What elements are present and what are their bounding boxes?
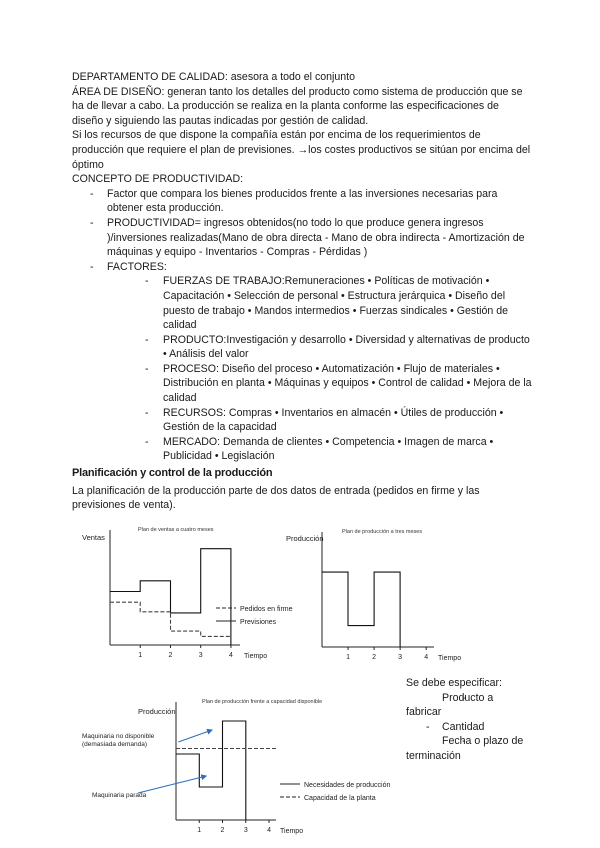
legend-label: Capacidad de la planta — [304, 795, 376, 802]
x-tick-label: 3 — [198, 652, 203, 659]
aside-title: Se debe especificar: — [406, 677, 502, 689]
x-tick-label: 1 — [138, 652, 143, 659]
chart-capacidad — [80, 694, 400, 840]
paragraph-calidad: DEPARTAMENTO DE CALIDAD: asesora a todo el conjunto — [72, 71, 356, 83]
x-axis-label: Tiempo — [280, 828, 304, 835]
x-axis-label: Tiempo — [244, 653, 268, 660]
list-item: - PROCESO: Diseño del proceso • Automatización • Flujo de materiales • Distribución en planta • Máquinas y equipos • Control de calidad • Mejora de la calidad — [145, 362, 532, 406]
body-text — [72, 70, 532, 513]
list-item: - PRODUCTO:Investigación y desarrollo • Diversidad y alternativas de producto • Análisis del valor — [145, 333, 532, 362]
list-item: - PRODUCTIVIDAD= ingresos obtenidos(no todo lo que produce genera ingresos )/inversiones realizadas(Mano de obra directa - Mano de obra indirecta - Amortización de máquinas y equipo - Inventarios - Compras - Pérdidas ) — [90, 216, 532, 260]
x-axis-label: Tiempo — [438, 655, 462, 662]
paragraph-diseno: ÁREA DE DISEÑO: generan tanto los detalles del producto como sistema de producción que se ha de llevar a cabo. La producción se realiza en la planta conforme las especificaciones de diseño y siguiendo las pautas indicadas por gestión de calidad. — [72, 85, 523, 127]
x-tick-label: 3 — [398, 654, 403, 661]
x-tick-label: 2 — [372, 654, 377, 661]
x-tick-label: 2 — [168, 652, 173, 659]
factores-label: FACTORES: — [107, 260, 167, 273]
annotation-arrow — [138, 776, 206, 793]
productividad-list — [72, 187, 532, 464]
x-tick-label: 3 — [243, 827, 248, 834]
y-axis-label: Ventas — [82, 533, 105, 542]
paragraph-recursos: Si los recursos de que dispone la compañía están por encima de los requerimientos de producción que requiere el plan de previsiones. →los costes productivos se sitúan por encima del óptimo — [72, 129, 531, 171]
chart-title: Plan de producción a tres meses — [342, 529, 423, 535]
aside-list — [406, 691, 526, 764]
list-item: - MERCADO: Demanda de clientes • Competencia • Imagen de marca • Publicidad • Legislación — [145, 435, 532, 464]
list-item: - RECURSOS: Compras • Inventarios en almacén • Útiles de producción • Gestión de la capacidad — [145, 406, 532, 435]
series-line — [322, 572, 400, 647]
x-tick-label: 4 — [424, 654, 429, 661]
x-tick-label: 2 — [220, 827, 225, 834]
list-item: - Factor que compara los bienes producidos frente a las inversiones necesarias para obtener esta producción. — [90, 187, 532, 216]
section-heading: Planificación y control de la producción — [72, 467, 273, 480]
paragraph-intro: La planificación de la producción parte de dos datos de entrada (pedidos en firme y las previsiones de venta). — [72, 484, 480, 512]
chart-ventas — [80, 522, 293, 664]
aside-specification — [406, 676, 526, 764]
y-axis-label: Producción — [286, 534, 324, 543]
list-item — [90, 260, 532, 464]
legend-label: Necesidades de producción — [304, 782, 391, 789]
series-line — [176, 721, 246, 820]
list-item: - Fecha o plazo de terminación — [406, 734, 526, 763]
list-item: - FUERZAS DE TRABAJO:Remuneraciones • Políticas de motivación • Capacitación • Selección de personal • Estructura jerárquica • Diseño del puesto de trabajo • Mandos intermedios • Fuerzas sindicales • Gestión de calidad — [145, 274, 532, 332]
list-item: - Producto a fabricar — [406, 691, 526, 720]
legend-label: Previsiones — [240, 619, 277, 626]
x-tick-label: 1 — [346, 654, 350, 661]
annotation-arrow — [178, 730, 212, 742]
x-tick-label: 1 — [197, 827, 202, 834]
annotation-text: Maquinaria no disponible (demasiada demanda) — [82, 733, 155, 748]
series-line — [110, 549, 231, 645]
annotation-text: Maquinaria parada — [92, 792, 147, 799]
paragraph-productividad-title: CONCEPTO DE PRODUCTIVIDAD: — [72, 173, 244, 186]
chart-title: Plan de ventas a cuatro meses — [138, 527, 214, 533]
list-item: - Cantidad — [406, 720, 526, 735]
chart-produccion — [286, 524, 462, 666]
legend-label: Pedidos en firme — [240, 606, 293, 613]
factores-list — [107, 274, 532, 464]
x-tick-label: 4 — [228, 652, 233, 659]
chart-title: Plan de producción frente a capacidad disponible — [202, 699, 323, 705]
y-axis-label: Producción — [138, 707, 176, 716]
x-tick-label: 4 — [267, 827, 271, 834]
